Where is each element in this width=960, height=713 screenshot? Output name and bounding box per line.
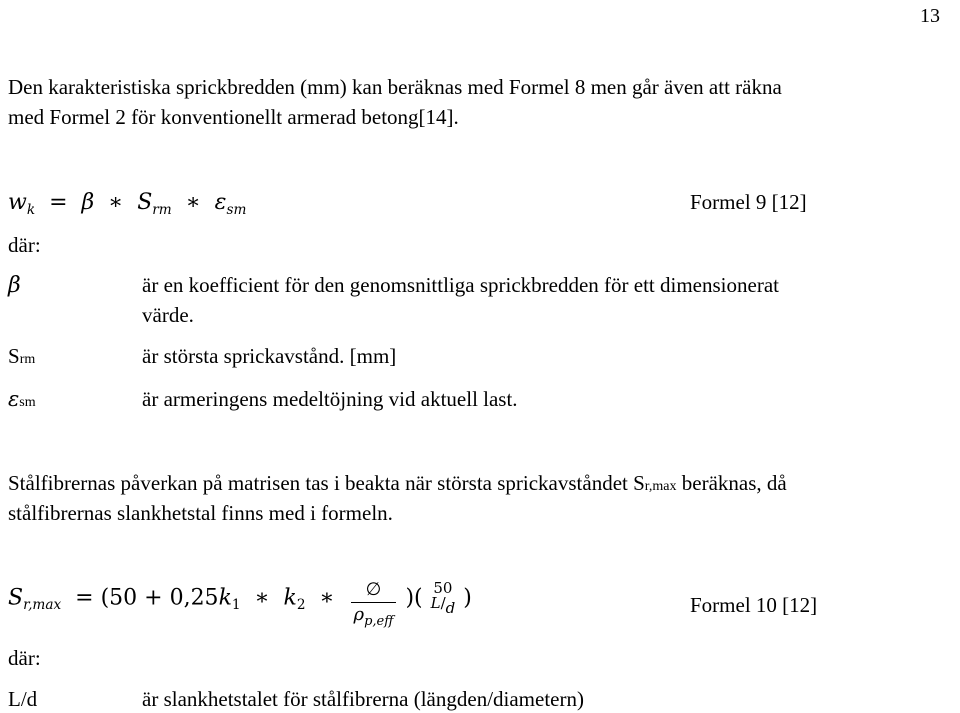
srm-symbol: Srm — [8, 344, 36, 368]
ld-description: är slankhetstalet för stålfibrerna (längden/diametern) — [142, 687, 584, 711]
formula-10-equation: $S_{r,max} = (50 + 0,25k_1$ ∗ $k_2$ ∗ $\frac{\emptyset}{\rho_{p,eff}}$ )( 50 L/d ) — [8, 579, 472, 629]
esm-description: är armeringens medeltöjning vid aktuell last. — [142, 387, 518, 411]
beta-symbol: β — [8, 273, 21, 298]
formula-9-label: Formel 9 [12] — [690, 190, 807, 214]
intro-line-1: Den karakteristiska sprickbredden (mm) kan beräknas med Formel 8 men går även att räkna — [8, 75, 782, 99]
para-2-line-2: stålfibrernas slankhetstal finns med i formeln. — [8, 501, 393, 525]
beta-description-line-2: värde. — [142, 303, 194, 327]
para-2-line-1: Stålfibrernas påverkan på matrisen tas i beakta när största sprickavståndet Sr,max beräknas, då — [8, 471, 787, 495]
esm-symbol: εsm — [8, 387, 36, 411]
beta-description-line-1: är en koefficient för den genomsnittliga sprickbredden för ett dimensionerat — [142, 273, 779, 297]
fifty-over-l-over-d-fraction: 50 L/d — [430, 579, 456, 618]
intro-line-2: med Formel 2 för konventionellt armerad betong[14]. — [8, 105, 459, 129]
phi-over-rho-fraction: $\frac{\emptyset}{\rho_{p,eff}}$ — [351, 580, 397, 625]
ld-symbol: L/d — [8, 687, 38, 711]
page-number: 13 — [920, 5, 940, 27]
where-label-2: där: — [8, 646, 41, 670]
where-label-1: där: — [8, 233, 41, 257]
formula-10-label: Formel 10 [12] — [690, 593, 818, 617]
formula-9-equation: $w_k = \beta$ ∗ $S_{rm}$ ∗ $\varepsilon_{sm}$ — [8, 190, 247, 219]
srm-description: är största sprickavstånd. [mm] — [142, 344, 397, 368]
